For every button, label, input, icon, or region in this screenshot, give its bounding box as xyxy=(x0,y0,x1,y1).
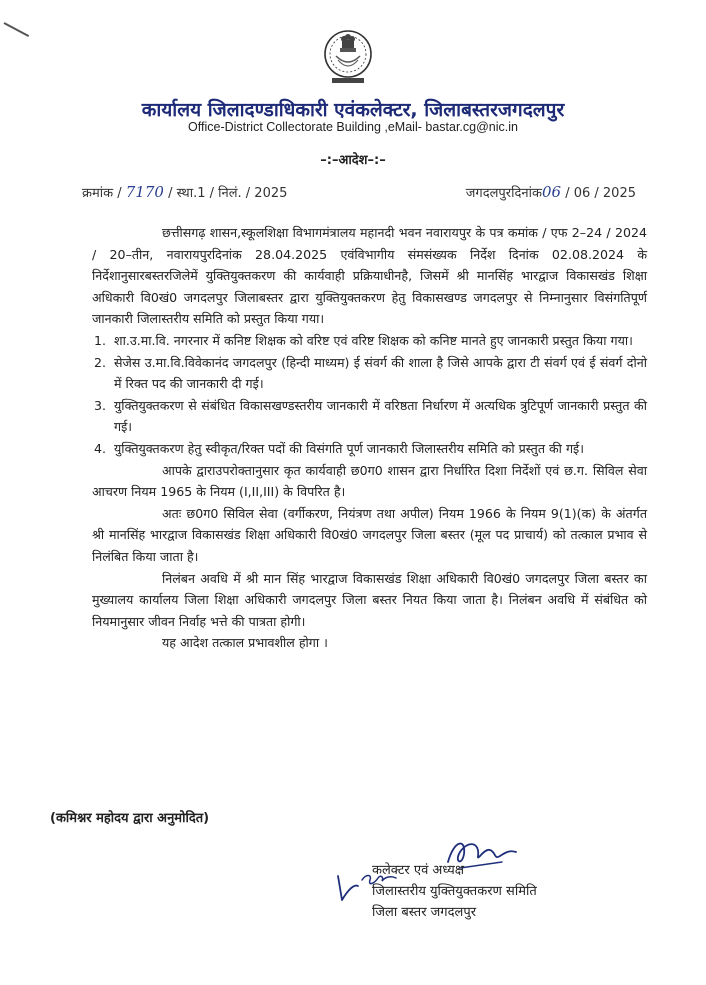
office-subtitle: Office-District Collectorate Building ,eMail- bastar.cg@nic.in xyxy=(188,120,518,134)
reference-prefix: क्रमांक / xyxy=(82,186,122,201)
list-item-text: युक्तियुक्तकरण से संबंधित विकासखण्डस्तरीय जानकारी में वरिष्ठता निर्धारण में अत्यधिक त्रुटिपूर्ण जानकारी प्रस्तुत की गई। xyxy=(114,397,647,435)
list-item-text: सेजेस उ.मा.वि.विवेकानंद जगदलपुर (हिन्दी माध्यम) ई संवर्ग की शाला है जिसे आपके द्वारा टी संवर्ग एवं ई संवर्ग दोनो में रिक्त पद की जानकारी दी गई। xyxy=(114,354,647,392)
office-title: कार्यालय जिलादण्डाधिकारी एवंकलेक्टर, जिलाबस्तरजगदलपुर xyxy=(141,99,565,121)
effective-paragraph: यह आदेश तत्काल प्रभावशील होगा । xyxy=(162,635,328,651)
signatory-committee: जिलास्तरीय युक्तियुक्तकरण समिति xyxy=(372,884,537,899)
headquarters-paragraph: निलंबन अवधि में श्री मान सिंह भारद्वाज विकासखंड शिक्षा अधिकारी वि0खं0 जगदलपुर जिला बस्तर का मुख्यालय कार्यालय जिला शिक्षा अधिकारी जगदलपुर जिला बस्तर नियत किया जाता है। निलंबन अवधि में संबंधित को नियमानुसार जीवन निर्वाह भत्ते की पात्रता होगी। xyxy=(92,570,647,629)
date-prefix: जगदलपुरदिनांक xyxy=(465,186,542,201)
approval-note: (कमिश्नर महोदय द्वारा अनुमोदित) xyxy=(50,811,210,826)
list-item-number: 4. xyxy=(94,440,107,456)
violation-paragraph: आपके द्वाराउपरोक्तानुसार कृत कार्यवाही छ0ग0 शासन द्वारा निर्धारित दिशा निर्देशों एवं छ.ग. सिविल सेवा आचरण नियम 1965 के नियम (I,II,III) के विपरित है। xyxy=(92,462,647,500)
signatory-location: जिला बस्तर जगदलपुर xyxy=(372,905,477,920)
discrepancy-list xyxy=(92,330,647,460)
list-item xyxy=(92,352,647,395)
suspension-paragraph: अतः छ0ग0 सिविल सेवा (वर्गीकरण, नियंत्रण तथा अपील) नियम 1966 के नियम 9(1)(क) के अंतर्गत श्री मानसिंह भारद्वाज विकासखंड शिक्षा अधिकारी वि0खं0 जगदलपुर जिला बस्तर (मूल पद प्राचार्य) को तत्काल प्रभाव से निलंबित किया जाता है। xyxy=(92,505,647,564)
list-item-number: 1. xyxy=(94,332,107,348)
reference-suffix: / स्था.1 / निलं. / 2025 xyxy=(168,186,288,201)
list-item xyxy=(92,395,647,438)
list-item-number: 2. xyxy=(94,354,107,370)
list-item xyxy=(92,330,647,352)
order-heading: –:–आदेश–:– xyxy=(320,153,386,168)
list-item-text: शा.उ.मा.वि. नगरनार में कनिष्ट शिक्षक को वरिष्ट एवं वरिष्ट शिक्षक को कनिष्ट मानते हुए जानकारी प्रस्तुत किया गया। xyxy=(114,332,633,348)
list-item-number: 3. xyxy=(94,397,107,413)
list-item-text: युक्तियुक्तकरण हेतु स्वीकृत/रिक्त पदों की विसंगति पूर्ण जानकारी जिलास्तरीय समिति को प्रस्तुत की गई। xyxy=(114,440,584,456)
signatory-designation: कलेक्टर एवं अध्यक्ष xyxy=(372,863,465,878)
date-handwritten-day: 06 xyxy=(541,183,562,201)
order-date xyxy=(466,183,636,201)
state-emblem-icon xyxy=(322,28,374,86)
reference-number xyxy=(82,183,287,201)
pen-mark xyxy=(4,22,30,37)
order-body xyxy=(92,222,647,654)
date-rest: / 06 / 2025 xyxy=(565,186,636,201)
intro-paragraph: छत्तीसगढ़ शासन,स्कूलशिक्षा विभागमंत्रालय महानदी भवन नवारायपुर के पत्र कमांक / एफ 2–24 / 2024 / 20–तीन, नवारायपुरदिनांक 28.04.2025 एवंविभागीय संमसंख्यक निर्देश दिनांक 02.08.2024 के निर्देशानुसारबस्तरजिलेमें युक्तियुक्तकरण की कार्यवाही प्रक्रियाधीनहै, जिसमें श्री मानसिंह भारद्वाज विकासखंड शिक्षा अधिकारी वि0खं0 जगदलपुर जिलाबस्तर द्वारा युक्तियुक्तकरण हेतु विकासखण्ड जगदलपुर से निम्नानुसार विसंगतिपूर्ण जानकारी जिलास्तरीय समिति को प्रस्तुत किया गया। xyxy=(92,225,647,327)
signatory-block xyxy=(372,860,537,923)
list-item xyxy=(92,438,647,460)
reference-handwritten-number: 7170 xyxy=(125,183,164,201)
